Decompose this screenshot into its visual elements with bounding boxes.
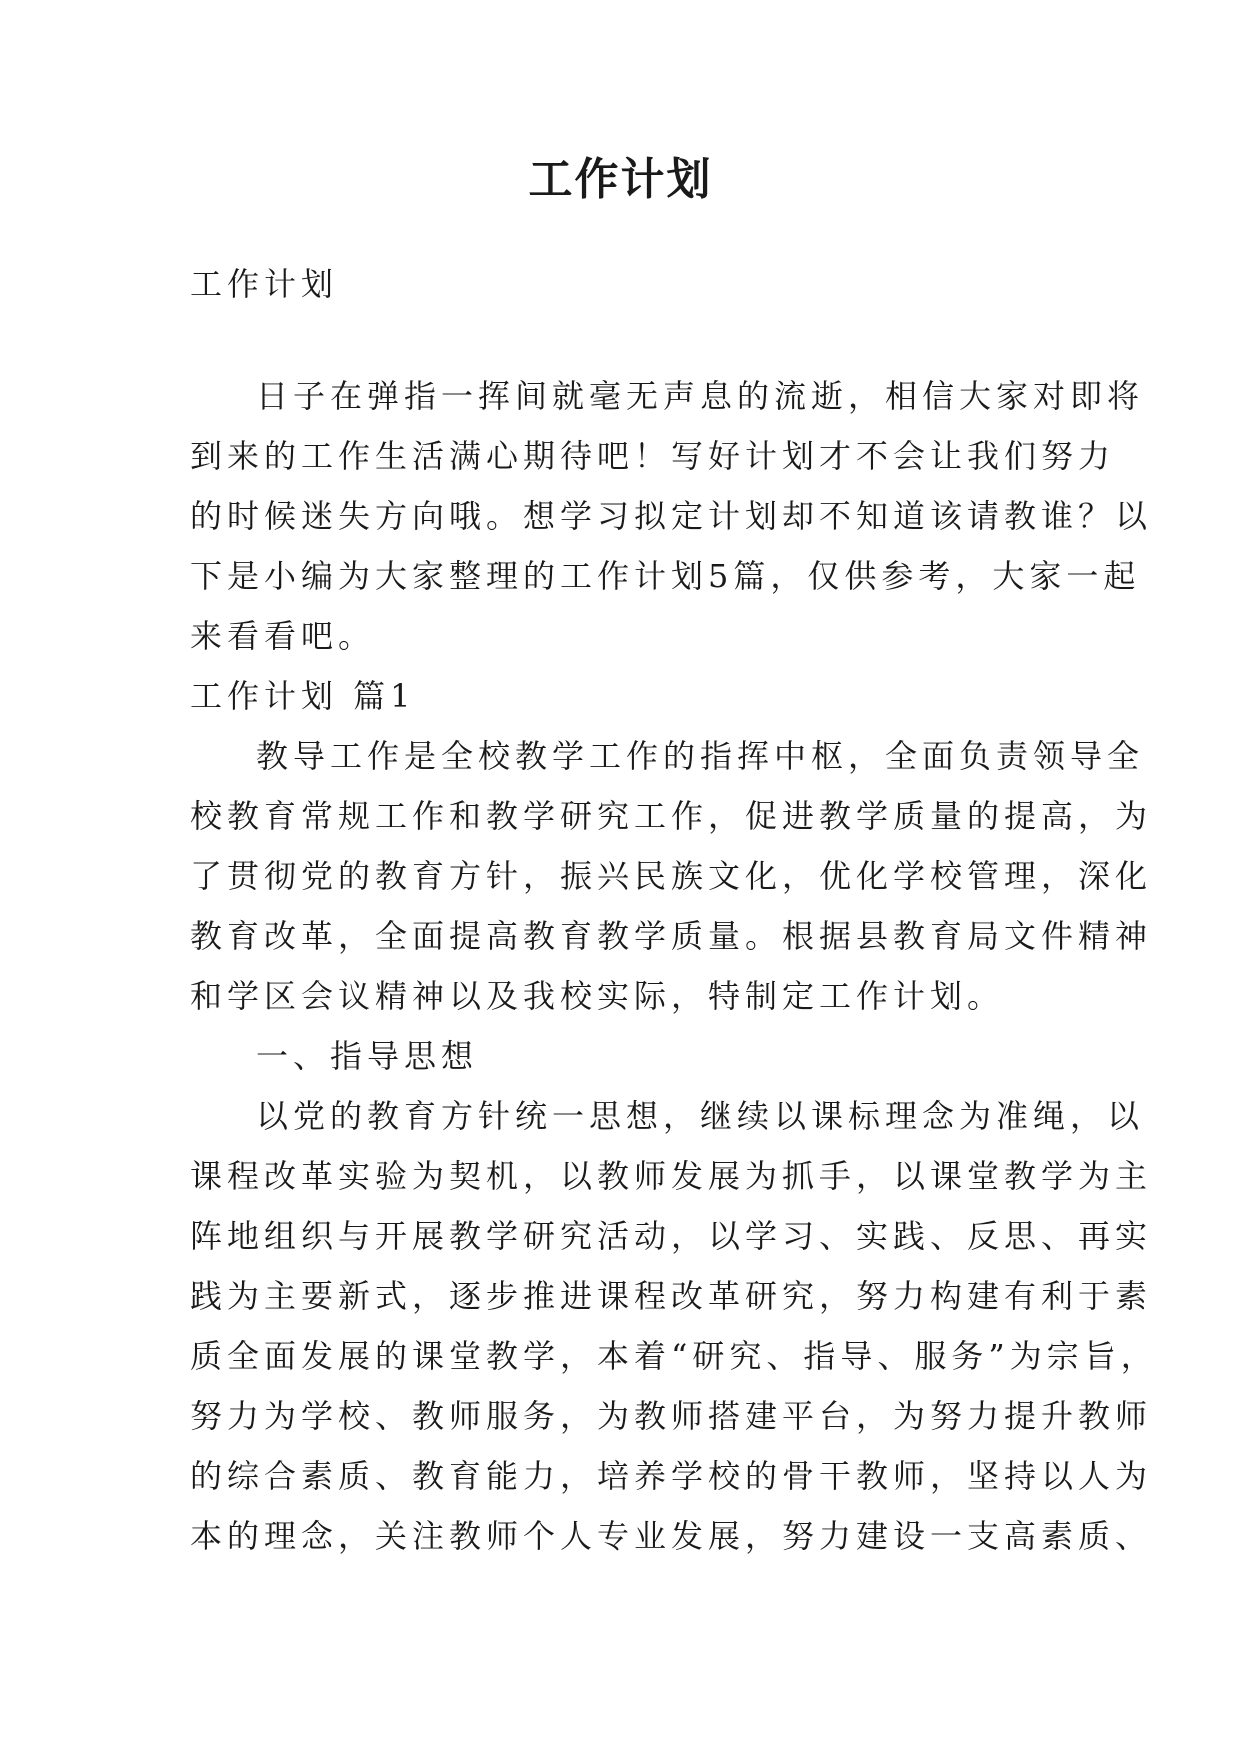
paragraph-1 xyxy=(190,726,1153,1086)
paragraph-line: 了贯彻党的教育方针，振兴民族文化，优化学校管理，深化 xyxy=(190,857,1153,895)
paragraph-line: 践为主要新式，逐步推进课程改革研究，努力构建有利于素 xyxy=(190,1277,1153,1315)
paragraph-line: 本的理念，关注教师个人专业发展，努力建设一支高素质、 xyxy=(190,1517,1153,1555)
intro-line: 的时候迷失方向哦。想学习拟定计划却不知道该请教谁？以 xyxy=(190,497,1153,535)
paragraph-line: 质全面发展的课堂教学，本着“研究、指导、服务”为宗旨， xyxy=(190,1337,1158,1375)
paragraph-line: 课程改革实验为契机，以教师发展为抓手，以课堂教学为主 xyxy=(190,1157,1153,1195)
paragraph-line: 的综合素质、教育能力，培养学校的骨干教师，坚持以人为 xyxy=(190,1457,1153,1495)
intro-line: 日子在弹指一挥间就毫无声息的流逝，相信大家对即将 xyxy=(256,377,1145,415)
page-title: 工作计划 xyxy=(528,154,713,205)
paragraph-line: 教导工作是全校教学工作的指挥中枢，全面负责领导全 xyxy=(256,737,1145,775)
paragraph-line: 教育改革，全面提高教育教学质量。根据县教育局文件精神 xyxy=(190,917,1153,955)
subtitle-line: 工作计划 xyxy=(190,265,339,303)
paragraph-line: 努力为学校、教师服务，为教师搭建平台，为努力提升教师 xyxy=(190,1397,1153,1435)
section-heading: 工作计划 篇1 xyxy=(190,677,416,715)
paragraph-line: 以党的教育方针统一思想，继续以课标理念为准绳，以 xyxy=(256,1097,1145,1135)
intro-line: 来看看吧。 xyxy=(190,617,376,655)
intro-line: 下是小编为大家整理的工作计划5篇，仅供参考，大家一起 xyxy=(190,557,1141,595)
intro-paragraph xyxy=(190,366,1153,726)
paragraph-line: 校教育常规工作和教学研究工作，促进教学质量的提高，为 xyxy=(190,797,1153,835)
section-subheading: 一、指导思想 xyxy=(256,1037,479,1075)
paragraph-line: 和学区会议精神以及我校实际，特制定工作计划。 xyxy=(190,977,1005,1015)
paragraph-line: 阵地组织与开展教学研究活动，以学习、实践、反思、再实 xyxy=(190,1217,1153,1255)
paragraph-2 xyxy=(190,1086,1158,1566)
intro-line: 到来的工作生活满心期待吧！写好计划才不会让我们努力 xyxy=(190,437,1116,475)
document-subtitle xyxy=(190,254,1050,314)
